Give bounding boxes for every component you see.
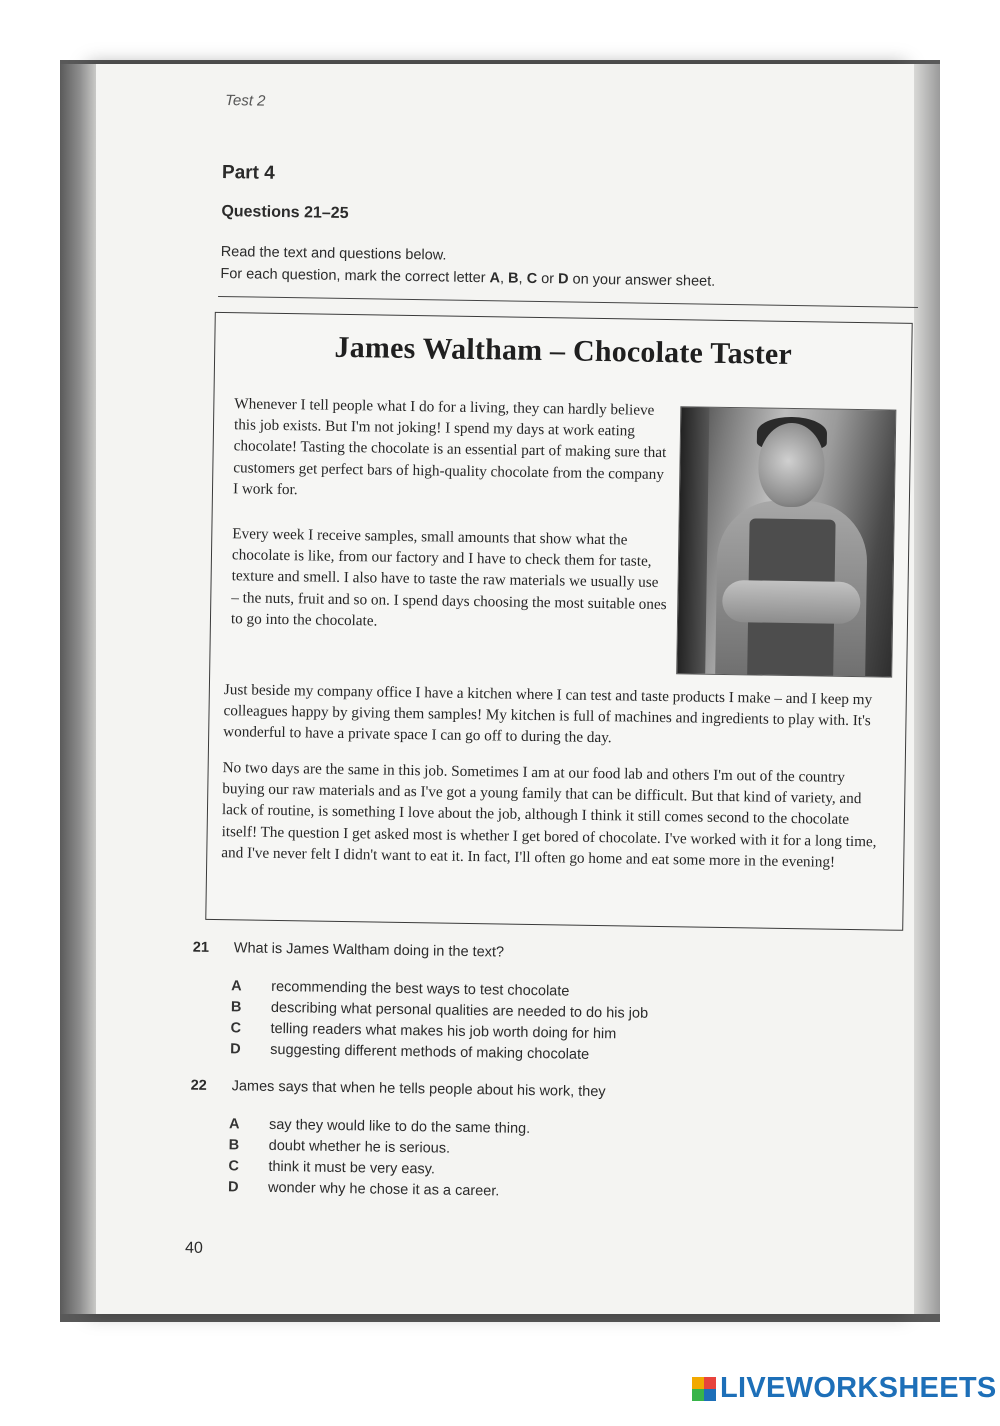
option-letter: D <box>227 1179 239 1196</box>
question-text: What is James Waltham doing in the text? <box>233 940 505 961</box>
instruction-line-2 <box>220 266 715 290</box>
option-letter: A <box>231 978 242 995</box>
option-letter: C <box>228 1158 240 1175</box>
option-text: say they would like to do the same thing. <box>268 1116 531 1137</box>
question-22 <box>0 1074 988 1101</box>
option-text: think it must be very easy. <box>268 1158 436 1178</box>
article-paragraph-2: Every week I receive samples, small amounts that show what the chocolate is like, from our factory and I have to check them for taste, texture and smell. I also have to taste the raw materials we usually use – the nuts, fruit and so on. I spend days choosing the most suitable ones to go into the chocolate. <box>230 525 667 630</box>
option-text: doubt whether he is serious. <box>268 1137 451 1157</box>
option-letter: C <box>230 1020 242 1037</box>
separator: , <box>499 270 509 287</box>
option-letter: B <box>228 1137 240 1154</box>
option-22-c[interactable] <box>0 1154 986 1178</box>
option-22-d[interactable] <box>0 1175 986 1200</box>
brand-name: LIVEWORKSHEETS <box>720 1372 997 1404</box>
separator: , <box>518 270 527 287</box>
portrait-photo-icon <box>676 406 896 677</box>
question-text: James says that when he tells people about his work, they <box>231 1078 606 1101</box>
test-label: Test 2 <box>224 92 266 110</box>
letter-a: A <box>489 270 501 287</box>
letter-c: C <box>526 270 538 287</box>
instruction-text: on your answer sheet. <box>568 271 716 290</box>
option-21-a[interactable] <box>0 974 989 1000</box>
article-box <box>205 312 912 931</box>
option-text: recommending the best ways to test chocolate <box>271 978 570 1000</box>
option-letter: A <box>228 1116 240 1133</box>
article-paragraph-3: Just beside my company office I have a kitchen where I can test and taste products I make – and I keep my colleagues happy by giving them samples! My kitchen is full of machines and ingredients to play with. It's wonderful to have a private space I can go off to during the day. <box>223 681 873 747</box>
letter-d: D <box>557 271 569 288</box>
question-21 <box>0 936 990 961</box>
divider-rule <box>218 296 918 308</box>
question-range: Questions 21–25 <box>221 203 349 223</box>
option-text: telling readers what makes his job worth doing for him <box>270 1020 617 1043</box>
letter-b: B <box>507 270 519 287</box>
brand-watermark[interactable] <box>692 1372 997 1405</box>
article-title: James Waltham – Chocolate Taster <box>334 330 793 371</box>
option-text: describing what personal qualities are needed to do his job <box>270 999 649 1022</box>
article-paragraph-1: Whenever I tell people what I do for a living, they can hardly believe this job exists. But I'm not joking! I spend my days at work eating chocolate! Tasting the chocolate is an essential part of making sure that customers get perfect bars of high-quality chocolate from the company I work for. <box>232 395 667 499</box>
part-title: Part 4 <box>221 162 275 184</box>
option-letter: B <box>230 999 242 1016</box>
article-paragraph-4: No two days are the same in this job. Sometimes I am at our food lab and others I'm out of the country buying our raw materials and as I've got a young family that can be difficult. But that kind of variety, and lack of routine, is something I love about the job, although I think it still comes second to the chocolate itself! The question I get asked most is whether I get bored of chocolate. I've worked with it for a long time, and I've never felt I didn't want to eat it. In fact, I'll often go home and eat some more in the evening! <box>221 759 877 871</box>
conjunction: or <box>536 270 559 288</box>
option-text: wonder why he chose it as a career. <box>267 1179 500 1200</box>
instruction-line-1: Read the text and questions below. <box>220 244 447 264</box>
instruction-text: For each question, mark the correct letter <box>220 266 490 287</box>
option-text: suggesting different methods of making chocolate <box>270 1041 590 1063</box>
option-22-a[interactable] <box>0 1112 987 1137</box>
page-number: 40 <box>184 1239 204 1257</box>
option-letter: D <box>230 1041 241 1058</box>
question-number: 21 <box>192 939 210 956</box>
question-number: 22 <box>190 1077 207 1094</box>
liveworksheets-logo-icon <box>692 1377 716 1401</box>
